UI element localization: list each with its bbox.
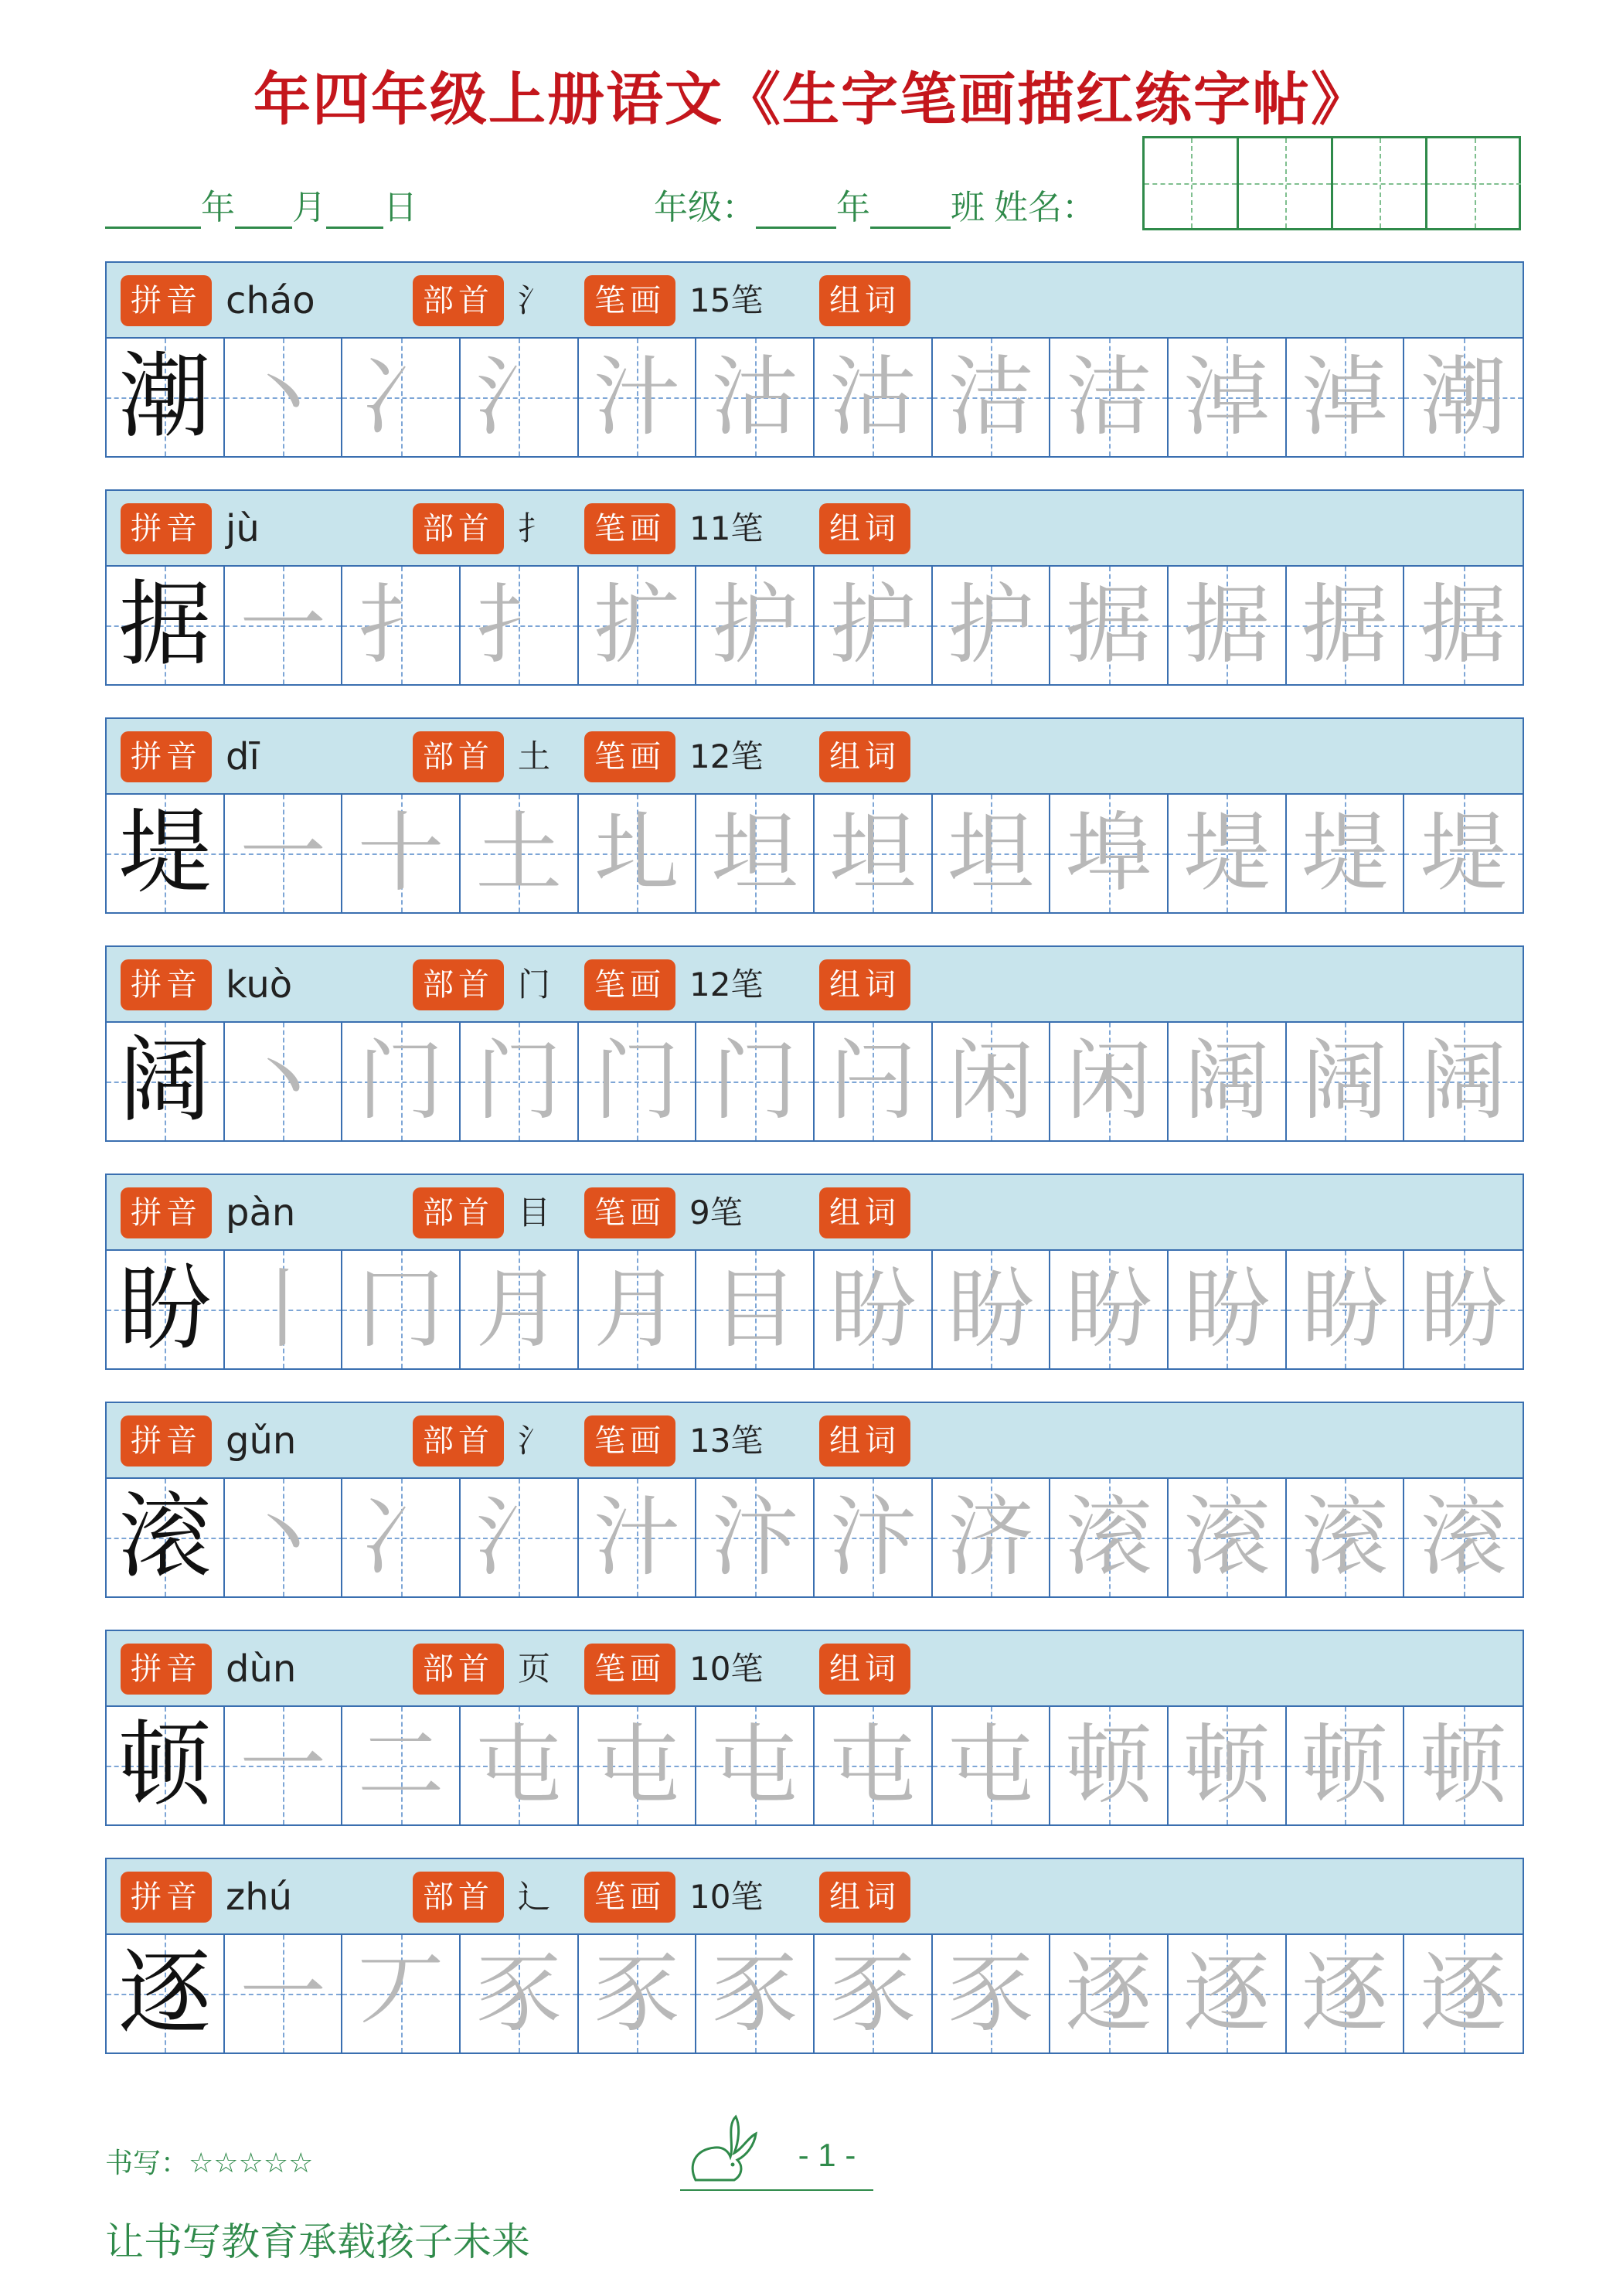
trace-char: 阔 [1420,1031,1507,1132]
trace-cell[interactable] [1169,1023,1287,1140]
trace-char: 汴 [829,1487,917,1588]
row-header [105,261,1524,339]
words-tag: 组词 [819,1415,910,1467]
trace-cell[interactable] [225,1479,343,1596]
trace-cell[interactable] [342,1023,461,1140]
date-line [105,179,417,233]
model-char-cell[interactable] [107,1251,225,1368]
model-char: 逐 [118,1940,212,2047]
writing-grid [105,1935,1524,2054]
trace-cell[interactable] [1169,795,1287,912]
radical-tag: 部首 [413,731,504,782]
trace-char: 潮 [1420,347,1507,448]
trace-cell[interactable] [815,795,933,912]
trace-char: 门 [475,1031,563,1132]
radical-value: 扌 [518,509,551,547]
radical-tag: 部首 [413,275,504,326]
trace-cell[interactable] [1287,1251,1405,1368]
trace-cell[interactable] [1050,1023,1169,1140]
model-char: 潮 [118,343,212,451]
trace-char: 盼 [1065,1259,1152,1360]
year-blank[interactable] [105,186,201,229]
char-row [105,1402,1524,1601]
trace-cell[interactable] [579,1251,697,1368]
trace-cell[interactable] [1169,1935,1287,2052]
trace-char: 济 [947,1487,1034,1588]
pinyin-value: zhú [226,1875,293,1919]
trace-cell[interactable] [461,1023,579,1140]
row-header [105,1858,1524,1935]
class-blank[interactable] [870,186,951,229]
strokes-value: 9笔 [689,1194,743,1231]
trace-char: 扩 [593,575,680,676]
trace-char: 丆 [357,1943,444,2044]
trace-char: 豕 [711,1943,798,2044]
trace-char: 氵 [475,347,563,448]
trace-cell[interactable] [696,1023,815,1140]
trace-char: 汴 [711,1487,798,1588]
trace-cell[interactable] [461,1479,579,1596]
trace-char: 逐 [1420,1943,1507,2044]
trace-cell[interactable] [933,339,1051,456]
strokes-tag: 笔画 [584,731,675,782]
pinyin-value: dùn [226,1647,297,1691]
model-char-cell[interactable] [107,1479,225,1596]
trace-char: 屯 [475,1715,563,1816]
trace-char: 堤 [1301,803,1388,904]
char-row [105,717,1524,917]
pinyin-value: kuò [226,963,293,1007]
trace-cell[interactable] [579,1935,697,2052]
radical-value: 辶 [518,1878,551,1916]
trace-cell[interactable] [933,1707,1051,1824]
trace-cell[interactable] [815,1707,933,1824]
trace-cell[interactable] [696,1479,815,1596]
trace-char: 逐 [1183,1943,1271,2044]
trace-cell[interactable] [696,1251,815,1368]
rabbit-icon [680,2110,773,2188]
trace-cell[interactable] [933,795,1051,912]
words-tag: 组词 [819,503,910,554]
trace-char: 盼 [829,1259,917,1360]
trace-cell[interactable] [1404,1935,1523,2052]
trace-char: 丨 [239,1259,326,1360]
trace-cell[interactable] [1169,339,1287,456]
row-header [105,717,1524,795]
trace-char: 顿 [1420,1715,1507,1816]
slogan: 让书写教育承载孩子未来 [105,2219,530,2264]
trace-cell[interactable] [1404,1251,1523,1368]
trace-cell[interactable] [225,1707,343,1824]
writing-rating: 书写：☆☆☆☆☆ [105,2148,314,2179]
pinyin-tag: 拼音 [121,503,212,554]
trace-char: 滚 [1420,1487,1507,1588]
trace-char: 二 [357,1715,444,1816]
trace-char: 阔 [1301,1031,1388,1132]
trace-cell[interactable] [342,339,461,456]
trace-cell[interactable] [342,1251,461,1368]
pinyin-value: pàn [226,1191,296,1235]
trace-cell[interactable] [1050,1479,1169,1596]
trace-char: 洁 [1065,347,1152,448]
trace-char: 豕 [475,1943,563,2044]
day-blank[interactable] [326,186,383,229]
trace-char: 护 [829,575,917,676]
strokes-tag: 笔画 [584,1644,675,1695]
trace-char: 沽 [829,347,917,448]
trace-char: 盼 [1183,1259,1271,1360]
trace-char: 顿 [1065,1715,1152,1816]
writing-grid [105,1023,1524,1142]
trace-cell[interactable] [815,1023,933,1140]
trace-char: 冫 [357,347,444,448]
trace-cell[interactable] [225,567,343,684]
trace-char: 月 [475,1259,563,1360]
model-char: 盼 [118,1255,212,1363]
strokes-value: 11笔 [689,509,764,547]
trace-cell[interactable] [579,795,697,912]
trace-char: 闩 [829,1031,917,1132]
trace-char: 丶 [239,347,326,448]
writing-grid [105,567,1524,686]
pinyin-value: jù [226,507,260,550]
trace-cell[interactable] [1050,1935,1169,2052]
trace-cell[interactable] [1287,339,1405,456]
trace-cell[interactable] [342,1479,461,1596]
writing-grid [105,795,1524,914]
trace-cell[interactable] [225,1023,343,1140]
trace-cell[interactable] [461,567,579,684]
trace-char: 坦 [711,803,798,904]
trace-cell[interactable] [1287,1707,1405,1824]
trace-char: 顿 [1301,1715,1388,1816]
trace-cell[interactable] [1169,567,1287,684]
trace-char: 护 [711,575,798,676]
pinyin-tag: 拼音 [121,1187,212,1238]
strokes-value: 15笔 [689,281,764,319]
trace-cell[interactable] [1050,1707,1169,1824]
trace-char: 沽 [711,347,798,448]
model-char: 阔 [118,1027,212,1135]
strokes-tag: 笔画 [584,503,675,554]
pinyin-tag: 拼音 [121,731,212,782]
page-underline [680,2189,873,2191]
pinyin-value: gǔn [226,1419,297,1463]
trace-char: 一 [239,1943,326,2044]
grade-year-blank[interactable] [756,186,836,229]
trace-char: 滚 [1301,1487,1388,1588]
trace-cell[interactable] [579,1707,697,1824]
trace-char: 门 [357,1031,444,1132]
trace-cell[interactable] [815,1479,933,1596]
model-char: 据 [118,571,212,679]
trace-cell[interactable] [1169,1707,1287,1824]
trace-char: 扌 [475,575,563,676]
trace-char: 门 [593,1031,680,1132]
model-char: 滚 [118,1484,212,1591]
char-row [105,1858,1524,2057]
pinyin-tag: 拼音 [121,1872,212,1923]
trace-char: 埠 [1065,803,1152,904]
trace-cell[interactable] [1287,1479,1405,1596]
trace-char: 圠 [593,803,680,904]
trace-cell[interactable] [696,1935,815,2052]
trace-char: 滚 [1065,1487,1152,1588]
trace-cell[interactable] [579,1023,697,1140]
trace-char: 淖 [1183,347,1271,448]
words-tag: 组词 [819,1187,910,1238]
trace-cell[interactable] [1404,1023,1523,1140]
pinyin-tag: 拼音 [121,959,212,1010]
radical-value: 氵 [518,281,551,319]
trace-char: 汁 [593,347,680,448]
trace-char: 冂 [357,1259,444,1360]
trace-char: 闲 [1065,1031,1152,1132]
trace-char: 阔 [1183,1031,1271,1132]
trace-cell[interactable] [933,1935,1051,2052]
trace-cell[interactable] [696,567,815,684]
strokes-value: 10笔 [689,1878,764,1916]
grade-year-label: 年 [836,188,870,227]
trace-char: 据 [1420,575,1507,676]
trace-char: 目 [711,1259,798,1360]
strokes-tag: 笔画 [584,275,675,326]
char-row [105,945,1524,1145]
strokes-value: 12笔 [689,966,764,1003]
trace-char: 盼 [947,1259,1034,1360]
model-char-cell[interactable] [107,339,225,456]
trace-cell[interactable] [696,339,815,456]
trace-char: 逐 [1065,1943,1152,2044]
trace-cell[interactable] [1169,1479,1287,1596]
class-line [654,179,1096,233]
char-row [105,261,1524,461]
trace-char: 洁 [947,347,1034,448]
trace-cell[interactable] [815,567,933,684]
char-row [105,1174,1524,1373]
words-tag: 组词 [819,275,910,326]
radical-tag: 部首 [413,503,504,554]
trace-char: 一 [239,803,326,904]
trace-char: 护 [947,575,1034,676]
writing-grid [105,1251,1524,1370]
trace-cell[interactable] [225,1251,343,1368]
trace-char: 盼 [1301,1259,1388,1360]
class-label: 班 [951,188,985,227]
trace-cell[interactable] [225,1935,343,2052]
pinyin-tag: 拼音 [121,1644,212,1695]
trace-cell[interactable] [815,1251,933,1368]
model-char: 堤 [118,799,212,907]
pinyin-value: dī [226,735,260,778]
trace-char: 丶 [239,1031,326,1132]
pinyin-value: cháo [226,279,315,322]
model-char-cell[interactable] [107,567,225,684]
trace-char: 堤 [1183,803,1271,904]
words-tag: 组词 [819,959,910,1010]
year-label: 年 [201,188,235,227]
trace-char: 据 [1183,575,1271,676]
trace-char: 屯 [829,1715,917,1816]
page-number: - 1 - [798,2137,856,2173]
strokes-tag: 笔画 [584,1187,675,1238]
trace-char: 坦 [947,803,1034,904]
trace-char: 逐 [1301,1943,1388,2044]
trace-char: 据 [1301,575,1388,676]
trace-cell[interactable] [933,1479,1051,1596]
trace-cell[interactable] [1404,339,1523,456]
radical-value: 氵 [518,1422,551,1460]
trace-char: 顿 [1183,1715,1271,1816]
trace-cell[interactable] [1404,1479,1523,1596]
trace-char: 月 [593,1259,680,1360]
char-row [105,1630,1524,1829]
name-label: 姓名： [994,188,1096,227]
trace-cell[interactable] [815,1935,933,2052]
trace-char: 汁 [593,1487,680,1588]
trace-cell[interactable] [342,1935,461,2052]
trace-cell[interactable] [461,795,579,912]
strokes-tag: 笔画 [584,959,675,1010]
model-char-cell[interactable] [107,795,225,912]
trace-cell[interactable] [461,339,579,456]
trace-cell[interactable] [579,339,697,456]
radical-tag: 部首 [413,1644,504,1695]
page-title: 年四年级上册语文《生字笔画描红练字帖》 [253,66,1370,133]
radical-tag: 部首 [413,1872,504,1923]
trace-cell[interactable] [933,1251,1051,1368]
name-writing-grid[interactable] [1142,136,1521,230]
trace-char: 屯 [947,1715,1034,1816]
words-tag: 组词 [819,731,910,782]
trace-char: 扌 [357,575,444,676]
trace-cell[interactable] [696,795,815,912]
trace-char: 堤 [1420,803,1507,904]
trace-cell[interactable] [933,567,1051,684]
month-label: 月 [292,188,326,227]
char-row [105,489,1524,689]
row-header [105,489,1524,567]
trace-cell[interactable] [1287,567,1405,684]
strokes-tag: 笔画 [584,1415,675,1467]
pinyin-tag: 拼音 [121,1415,212,1467]
radical-tag: 部首 [413,959,504,1010]
trace-char: 氵 [475,1487,563,1588]
trace-cell[interactable] [579,1479,697,1596]
strokes-value: 10笔 [689,1650,764,1688]
trace-char: 盼 [1420,1259,1507,1360]
model-char-cell[interactable] [107,1707,225,1824]
trace-cell[interactable] [1404,1707,1523,1824]
trace-cell[interactable] [1287,1935,1405,2052]
radical-value: 土 [518,738,551,775]
month-blank[interactable] [235,186,292,229]
trace-cell[interactable] [1169,1251,1287,1368]
trace-cell[interactable] [1050,1251,1169,1368]
radical-value: 门 [518,966,551,1003]
row-header [105,945,1524,1023]
trace-char: 屯 [593,1715,680,1816]
trace-char: 淖 [1301,347,1388,448]
trace-cell[interactable] [342,795,461,912]
trace-cell[interactable] [1050,339,1169,456]
trace-cell[interactable] [1050,795,1169,912]
trace-cell[interactable] [461,1707,579,1824]
trace-char: 土 [475,803,563,904]
pinyin-tag: 拼音 [121,275,212,326]
trace-cell[interactable] [1287,795,1405,912]
trace-char: 一 [239,575,326,676]
strokes-value: 13笔 [689,1422,764,1460]
trace-char: 屯 [711,1715,798,1816]
writing-grid [105,1479,1524,1598]
strokes-value: 12笔 [689,738,764,775]
trace-char: 坦 [829,803,917,904]
writing-grid [105,1707,1524,1826]
trace-cell[interactable] [1404,567,1523,684]
grade-label: 年级： [654,188,756,227]
trace-char: 据 [1065,575,1152,676]
trace-char: 一 [239,1715,326,1816]
trace-char: 丶 [239,1487,326,1588]
trace-char: 十 [357,803,444,904]
trace-cell[interactable] [933,1023,1051,1140]
trace-char: 闲 [947,1031,1034,1132]
trace-cell[interactable] [1050,567,1169,684]
strokes-tag: 笔画 [584,1872,675,1923]
trace-char: 门 [711,1031,798,1132]
trace-cell[interactable] [225,339,343,456]
words-tag: 组词 [819,1872,910,1923]
trace-cell[interactable] [342,1707,461,1824]
trace-cell[interactable] [579,567,697,684]
trace-cell[interactable] [225,795,343,912]
trace-cell[interactable] [1404,795,1523,912]
trace-cell[interactable] [461,1251,579,1368]
radical-value: 目 [518,1194,551,1231]
trace-char: 豕 [829,1943,917,2044]
trace-cell[interactable] [815,339,933,456]
trace-char: 豕 [593,1943,680,2044]
day-label: 日 [383,188,417,227]
row-header [105,1630,1524,1707]
radical-tag: 部首 [413,1415,504,1467]
model-char-cell[interactable] [107,1935,225,2052]
radical-value: 页 [518,1650,551,1688]
trace-char: 冫 [357,1487,444,1588]
writing-grid [105,339,1524,458]
row-header [105,1402,1524,1479]
words-tag: 组词 [819,1644,910,1695]
radical-tag: 部首 [413,1187,504,1238]
trace-cell[interactable] [696,1707,815,1824]
row-header [105,1174,1524,1251]
trace-cell[interactable] [342,567,461,684]
model-char-cell[interactable] [107,1023,225,1140]
trace-cell[interactable] [461,1935,579,2052]
trace-char: 豕 [947,1943,1034,2044]
model-char: 顿 [118,1712,212,1819]
trace-char: 滚 [1183,1487,1271,1588]
trace-cell[interactable] [1287,1023,1405,1140]
